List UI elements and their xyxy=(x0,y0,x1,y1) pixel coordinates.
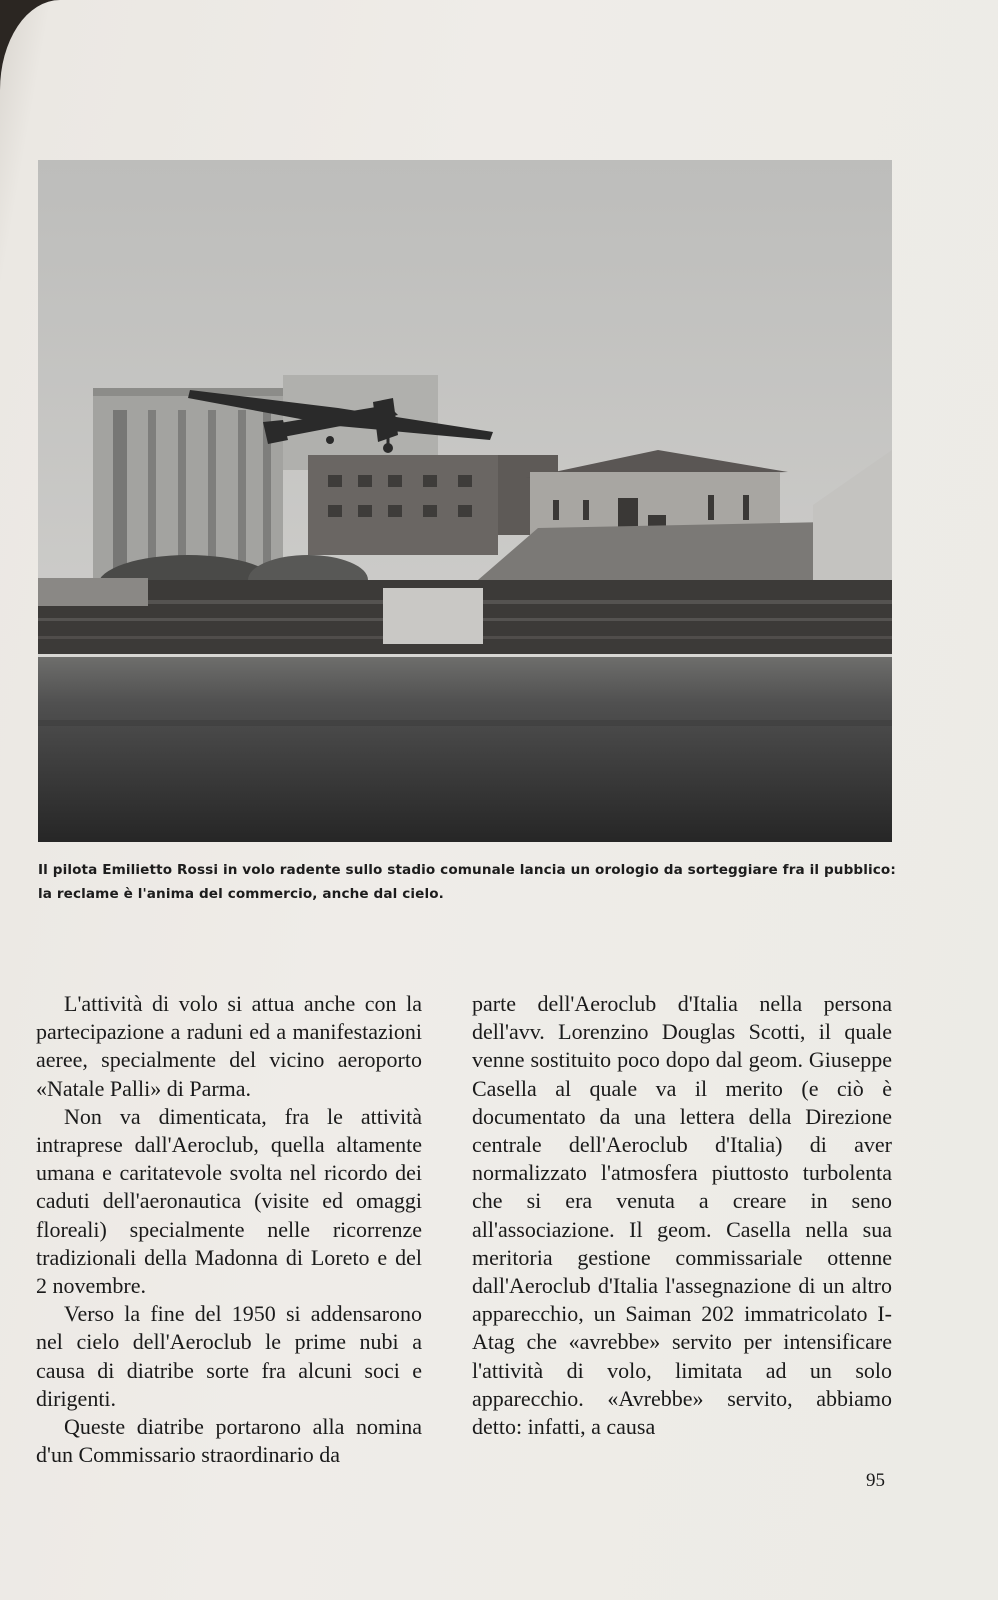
paragraph: L'attività di volo si attua anche con la partecipazione a raduni ed a manifestazioni aeree, specialmente del vicino aeroporto «Natale Palli» di Parma. xyxy=(36,991,422,1101)
paragraph: Verso la fine del 1950 si addensarono nel cielo dell'Aeroclub le prime nubi a causa di diatribe sorte fra alcuni soci e dirigenti. xyxy=(36,1301,422,1411)
page-number: 95 xyxy=(866,1470,885,1491)
paragraph: parte dell'Aeroclub d'Italia nella persona dell'avv. Lorenzino Douglas Scotti, il quale venne sostituito poco dopo dal geom. Giuseppe Casella al quale va il merito (e ciò è documentato da una lettera della Direzione centrale dell'Aeroclub d'Italia) di aver normalizzato l'atmosfera piuttosto turbolenta che si era venuta a creare in seno all'associazione. Il geom. Casella nella sua meritoria gestione commissariale ottenne dall'Aeroclub d'Italia l'assegnazione di un altro apparecchio, un Saiman 202 immatricolato I-Atag che «avrebbe» servito per intensificare l'attività di volo, limitata ad un solo apparecchio. «Avrebbe» servito, abbiamo detto: infatti, a causa xyxy=(472,991,892,1440)
photograph xyxy=(38,160,892,842)
airplane-photo-icon xyxy=(38,160,892,842)
caption-line-2: la reclame è l'anima del commercio, anche dal cielo. xyxy=(38,886,444,902)
paragraph: Queste diatribe portarono alla nomina d'un Commissario straordinario da xyxy=(36,1414,422,1468)
text-column-right xyxy=(472,990,892,1441)
paragraph: Non va dimenticata, fra le attività intraprese dall'Aeroclub, quella altamente umana e caritatevole svolta nel ricordo dei caduti dell'aeronautica (visite ed omaggi floreali) specialmente nelle ricorrenze tradizionali della Madonna di Loreto e del 2 novembre. xyxy=(36,1103,422,1299)
caption-line-1: Il pilota Emilietto Rossi in volo radente sullo stadio comunale lancia un orologio da sorteggiare fra il pubblico: xyxy=(38,862,896,878)
photo-caption xyxy=(38,858,896,906)
text-column-left xyxy=(36,990,422,1469)
